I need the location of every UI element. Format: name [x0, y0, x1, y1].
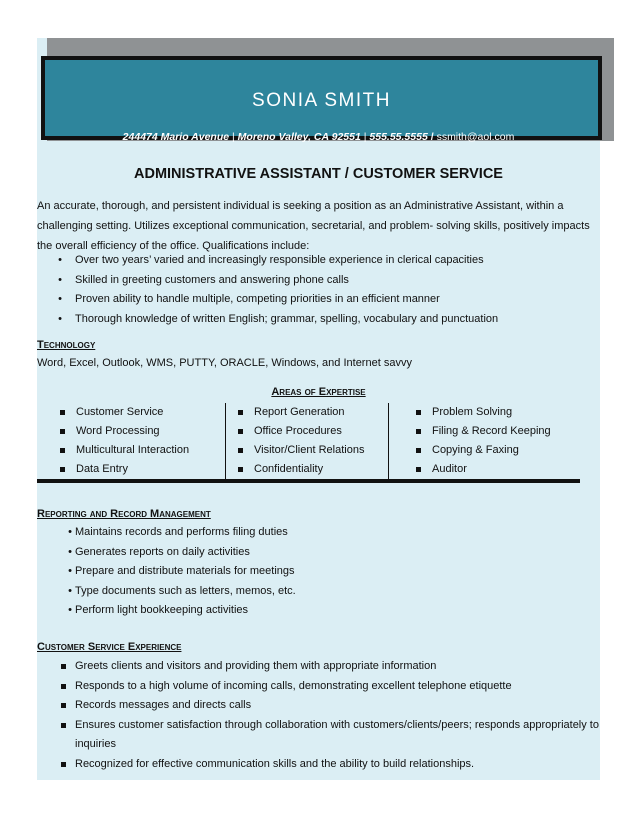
separator: |: [232, 131, 235, 143]
customer-heading: Customer Service Experience: [37, 641, 182, 653]
job-title: ADMINISTRATIVE ASSISTANT / CUSTOMER SERVICE: [134, 166, 503, 182]
contact-line: [37, 131, 600, 143]
technology-text: Word, Excel, Outlook, WMS, PUTTY, ORACLE, Windows, and Internet savvy: [37, 357, 412, 369]
phone: 555.55.5555: [369, 131, 428, 143]
column-divider: [225, 403, 226, 481]
reporting-heading: Reporting and Record Management: [37, 508, 211, 520]
separator: |: [363, 131, 367, 143]
summary-paragraph: An accurate, thorough, and persistent individual is seeking a position as an Administrative Assistant, within a challenging setting. Utilizes exceptional communication, secretarial, and problem- solving skills, positively impacts the overall efficiency of the office. Qualifications include:: [37, 200, 590, 252]
technology-heading: Technology: [37, 339, 96, 351]
candidate-name: SONIA SMITH: [252, 90, 391, 111]
expertise-heading: Areas of Expertise: [271, 386, 366, 398]
column-divider: [388, 403, 389, 481]
header-banner: [41, 56, 602, 140]
address: 244474 Mario Avenue: [122, 131, 230, 143]
section-divider: [37, 479, 580, 483]
separator: /: [430, 131, 434, 143]
city: Moreno Valley, CA 92551: [237, 131, 361, 143]
email: ssmith@aol.com: [436, 131, 515, 143]
